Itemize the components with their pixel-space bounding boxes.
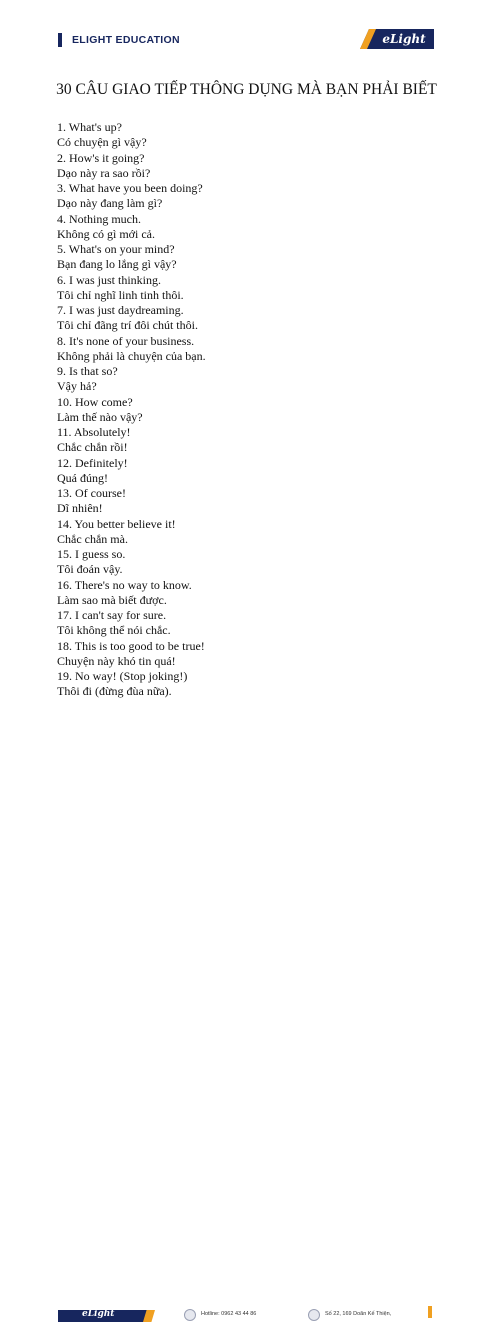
english-phrase: 5. What's on your mind? bbox=[57, 242, 175, 256]
english-phrase: 17. I can't say for sure. bbox=[57, 608, 167, 622]
vietnamese-translation: Quá đúng! bbox=[57, 470, 108, 485]
english-phrase: 7. I was just daydreaming. bbox=[57, 303, 184, 317]
brand-name: ELIGHT EDUCATION bbox=[72, 34, 180, 46]
english-phrase: 18. This is too good to be true! bbox=[57, 638, 205, 653]
header-accent-bar bbox=[58, 33, 62, 47]
english-phrase: 16. There's no way to know. bbox=[57, 577, 192, 592]
english-phrase: 6. I was just thinking. bbox=[57, 272, 161, 287]
vietnamese-translation: Tôi chỉ đãng trí đôi chút thôi. bbox=[57, 318, 198, 333]
vietnamese-translation: Làm sao mà biết được. bbox=[57, 592, 167, 607]
vietnamese-translation: Chắc chắn rồi! bbox=[57, 440, 128, 455]
vietnamese-translation: Chắc chắn mà. bbox=[57, 531, 128, 546]
vietnamese-translation: Làm thế nào vậy? bbox=[57, 409, 143, 424]
vietnamese-translation: Dạo này đang làm gì? bbox=[57, 196, 163, 211]
english-phrase: 1. What's up? bbox=[57, 120, 122, 134]
vietnamese-translation: Bạn đang lo lắng gì vậy? bbox=[57, 257, 177, 272]
vietnamese-translation: Tôi đoán vậy. bbox=[57, 562, 123, 577]
vietnamese-translation: Không có gì mới cả. bbox=[57, 226, 155, 241]
footer-address: Số 22, 169 Doãn Kế Thiện, bbox=[325, 1311, 392, 1317]
page-header bbox=[0, 0, 493, 60]
english-phrase: 9. Is that so? bbox=[57, 364, 118, 378]
english-phrase: 13. Of course! bbox=[57, 486, 126, 500]
vietnamese-translation: Dạo này ra sao rồi? bbox=[57, 165, 151, 180]
phrase-list bbox=[57, 120, 477, 700]
english-phrase: 3. What have you been doing? bbox=[57, 181, 203, 195]
vietnamese-translation: Thôi đi (đừng đùa nữa). bbox=[57, 684, 172, 699]
vietnamese-translation: Tôi chỉ nghĩ linh tinh thôi. bbox=[57, 287, 184, 302]
english-phrase: 2. How's it going? bbox=[57, 150, 145, 165]
logo-text: eLight bbox=[382, 32, 426, 46]
vietnamese-translation: Dĩ nhiên! bbox=[57, 501, 103, 516]
location-icon bbox=[308, 1309, 320, 1321]
page-title: 30 CÂU GIAO TIẾP THÔNG DỤNG MÀ BẠN PHẢI BIẾT bbox=[56, 81, 437, 98]
vietnamese-translation: Tôi không thể nói chắc. bbox=[57, 623, 171, 638]
english-phrase: 8. It's none of your business. bbox=[57, 333, 195, 348]
english-phrase: 4. Nothing much. bbox=[57, 211, 141, 226]
english-phrase: 14. You better believe it! bbox=[57, 516, 176, 531]
footer-logo-text: eLight bbox=[82, 1309, 115, 1319]
english-phrase: 11. Absolutely! bbox=[57, 425, 131, 439]
vietnamese-translation: Không phải là chuyện của bạn. bbox=[57, 348, 206, 363]
footer-hotline: Hotline: 0962 43 44 86 bbox=[201, 1311, 257, 1317]
phone-icon bbox=[184, 1309, 196, 1321]
vietnamese-translation: Có chuyện gì vậy? bbox=[57, 135, 147, 150]
vietnamese-translation: Chuyện này khó tin quá! bbox=[57, 653, 176, 668]
english-phrase: 15. I guess so. bbox=[57, 547, 126, 561]
footer-accent-bar bbox=[428, 1306, 432, 1318]
english-phrase: 19. No way! (Stop joking!) bbox=[57, 669, 188, 683]
english-phrase: 12. Definitely! bbox=[57, 455, 128, 470]
vietnamese-translation: Vậy hả? bbox=[57, 379, 97, 394]
english-phrase: 10. How come? bbox=[57, 394, 133, 409]
